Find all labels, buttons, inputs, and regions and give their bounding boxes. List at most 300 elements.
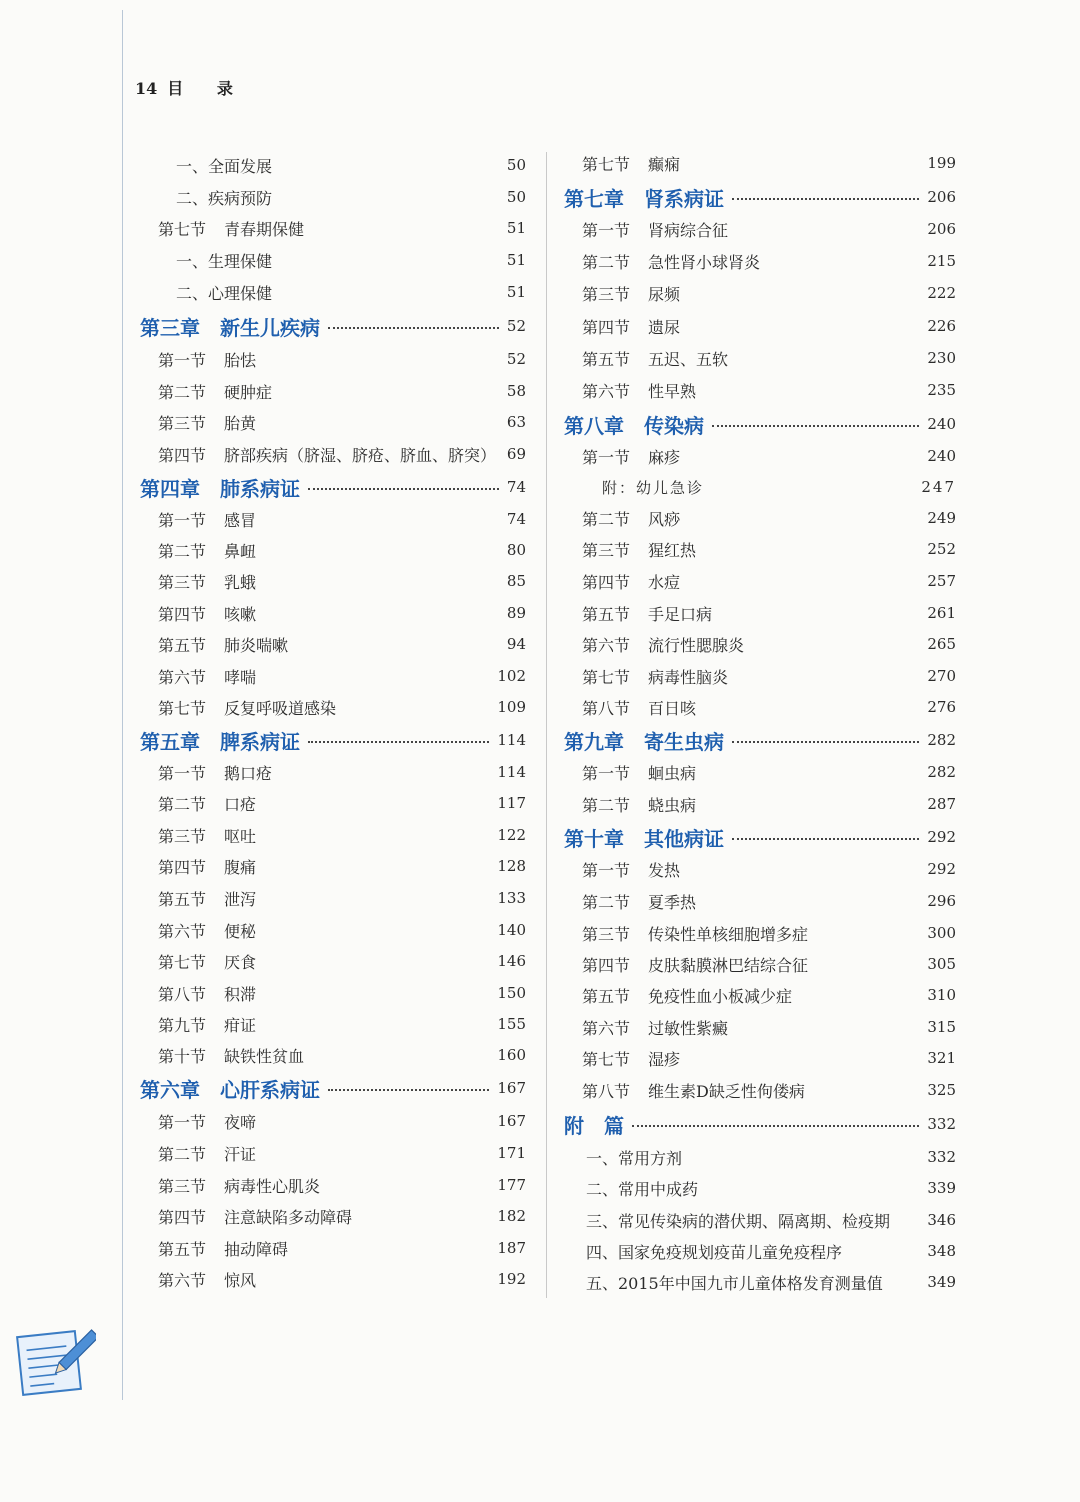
chapter-number: 第三章 xyxy=(140,315,200,340)
section-number: 第二节 xyxy=(582,795,631,815)
section-number: 第六节 xyxy=(582,635,631,655)
page-number-ref: 206 xyxy=(927,220,956,238)
section-number: 第八节 xyxy=(582,1081,631,1101)
section-title: 麻疹 xyxy=(648,447,681,467)
section-title: 五迟、五软 xyxy=(648,349,729,369)
page-number-ref: 276 xyxy=(927,698,956,716)
page-number-ref: 315 xyxy=(927,1018,956,1036)
section-number: 第一节 xyxy=(582,860,631,880)
section-number: 第五节 xyxy=(158,635,207,655)
entry-label: 一、常用方剂 xyxy=(586,1148,683,1168)
page-number-ref: 296 xyxy=(927,892,956,910)
section-title: 过敏性紫癜 xyxy=(648,1018,729,1038)
page-number-ref: 63 xyxy=(506,413,526,431)
section-title: 蛲虫病 xyxy=(648,795,697,815)
section-title: 胎怯 xyxy=(224,350,257,370)
chapter-label xyxy=(140,312,320,341)
toc-section-entry[interactable] xyxy=(564,347,956,369)
page-number-ref: 52 xyxy=(506,350,526,368)
page-number-ref: 257 xyxy=(927,572,956,590)
toc-appendix-item-entry[interactable] xyxy=(564,1177,956,1199)
section-title: 蛔虫病 xyxy=(648,763,697,783)
section-number: 第六节 xyxy=(158,1270,207,1290)
toc-section-entry[interactable] xyxy=(564,1016,956,1038)
section-title: 反复呼吸道感染 xyxy=(224,698,337,718)
chapter-title: 传染病 xyxy=(644,413,704,438)
chapter-number: 第八章 xyxy=(564,413,624,438)
section-title: 病毒性脑炎 xyxy=(648,667,729,687)
toc-section-entry[interactable] xyxy=(564,379,956,401)
entry-label: 二、常用中成药 xyxy=(586,1179,699,1199)
leader-dots xyxy=(732,838,919,840)
page-number-ref: 247 xyxy=(921,478,956,496)
page-number-ref: 261 xyxy=(927,604,956,622)
page-number: 14 xyxy=(135,79,158,98)
toc-section-entry[interactable] xyxy=(564,922,956,944)
section-number: 第三节 xyxy=(158,1176,207,1196)
chapter-number: 第九章 xyxy=(564,729,624,754)
toc-section-entry[interactable] xyxy=(140,380,526,402)
page-number-ref: 206 xyxy=(927,188,956,206)
leader-dots xyxy=(328,327,499,329)
page-number-ref: 310 xyxy=(927,986,956,1004)
toc-section-entry[interactable] xyxy=(140,1013,526,1035)
page-number-ref: 102 xyxy=(497,667,526,685)
page-number-ref: 282 xyxy=(927,731,956,749)
toc-section-entry[interactable] xyxy=(140,1044,526,1066)
section-title: 疳证 xyxy=(224,1015,257,1035)
section-title: 肾病综合征 xyxy=(648,220,729,240)
page-number-ref: 222 xyxy=(927,284,956,302)
page-number-ref: 332 xyxy=(927,1115,956,1133)
toc-chapter-entry[interactable] xyxy=(140,729,526,754)
section-number: 第三节 xyxy=(158,826,207,846)
toc-section-entry[interactable] xyxy=(564,665,956,687)
toc-appendix-item-entry[interactable] xyxy=(564,1271,956,1293)
entry-label: 附：幼儿急诊 xyxy=(602,478,705,497)
page-header xyxy=(135,76,247,99)
page-number-ref: 140 xyxy=(497,921,526,939)
page-number-ref: 287 xyxy=(927,795,956,813)
page-number-ref: 249 xyxy=(927,509,956,527)
toc-section-entry[interactable] xyxy=(140,570,526,592)
section-title: 维生素D缺乏性佝偻病 xyxy=(648,1081,805,1101)
section-title: 癫痫 xyxy=(648,154,681,174)
chapter-label xyxy=(140,726,300,755)
page-number-ref: 235 xyxy=(927,381,956,399)
chapter-label xyxy=(140,1074,320,1103)
toc-section-entry[interactable] xyxy=(140,824,526,846)
chapter-title: 新生儿疾病 xyxy=(220,315,320,340)
chapter-label xyxy=(564,183,724,212)
chapter-label xyxy=(564,726,724,755)
page-number-ref: 69 xyxy=(506,445,526,463)
section-title: 脐部疾病（脐湿、脐疮、脐血、脐突） xyxy=(224,445,497,465)
page-number-ref: 150 xyxy=(497,984,526,1002)
section-number: 第四节 xyxy=(582,317,631,337)
chapter-label xyxy=(564,1110,624,1139)
entry-label: 二、心理保健 xyxy=(176,283,273,303)
page-number-ref: 52 xyxy=(506,317,526,335)
section-title: 传染性单核细胞增多症 xyxy=(648,924,809,944)
section-title: 便秘 xyxy=(224,921,257,941)
chapter-title: 肾系病证 xyxy=(644,186,724,211)
chapter-label xyxy=(564,410,704,439)
entry-label: 五、2015年中国九市儿童体格发育测量值 xyxy=(586,1273,883,1293)
section-title: 风痧 xyxy=(648,509,681,529)
notebook-pencil-icon xyxy=(16,1324,96,1398)
page-number-ref: 252 xyxy=(927,540,956,558)
section-title: 乳蛾 xyxy=(224,572,257,592)
section-number: 第七节 xyxy=(158,219,207,239)
page-number-ref: 177 xyxy=(497,1176,526,1194)
toc-appendix-item-entry[interactable] xyxy=(564,1146,956,1168)
toc-section-entry[interactable] xyxy=(140,855,526,877)
section-title: 哮喘 xyxy=(224,667,257,687)
section-number: 第一节 xyxy=(158,350,207,370)
section-title: 性早熟 xyxy=(648,381,697,401)
section-title: 手足口病 xyxy=(648,604,713,624)
chapter-number: 第七章 xyxy=(564,186,624,211)
section-title: 夏季热 xyxy=(648,892,697,912)
section-number: 第七节 xyxy=(582,1049,631,1069)
chapter-title: 其他病证 xyxy=(644,826,724,851)
toc-chapter-entry[interactable] xyxy=(564,413,956,438)
page-margin-line xyxy=(122,10,123,1400)
chapter-title: 心肝系病证 xyxy=(220,1077,320,1102)
section-number: 第二节 xyxy=(582,252,631,272)
toc-chapter-entry[interactable] xyxy=(564,729,956,754)
section-number: 第二节 xyxy=(158,541,207,561)
section-number: 第七节 xyxy=(158,698,207,718)
section-title: 泄泻 xyxy=(224,889,257,909)
section-number: 第三节 xyxy=(158,413,207,433)
page-number-ref: 74 xyxy=(506,478,526,496)
page-number-ref: 80 xyxy=(506,541,526,559)
toc-section-entry[interactable] xyxy=(564,152,956,174)
section-number: 第四节 xyxy=(158,445,207,465)
leader-dots xyxy=(308,488,499,490)
toc-section-entry[interactable] xyxy=(140,696,526,718)
section-title: 惊风 xyxy=(224,1270,257,1290)
section-title: 积滞 xyxy=(224,984,257,1004)
page-number-ref: 85 xyxy=(506,572,526,590)
section-number: 第十节 xyxy=(158,1046,207,1066)
page-number-ref: 109 xyxy=(497,698,526,716)
section-number: 第八节 xyxy=(582,698,631,718)
page-number-ref: 292 xyxy=(927,860,956,878)
section-number: 第六节 xyxy=(158,921,207,941)
page-number-ref: 300 xyxy=(927,924,956,942)
section-title: 咳嗽 xyxy=(224,604,257,624)
section-number: 第六节 xyxy=(158,667,207,687)
chapter-label xyxy=(140,473,300,502)
toc-section-entry[interactable] xyxy=(140,1205,526,1227)
section-number: 第七节 xyxy=(582,154,631,174)
section-number: 第三节 xyxy=(582,284,631,304)
section-number: 第五节 xyxy=(582,604,631,624)
section-number: 第八节 xyxy=(158,984,207,1004)
toc-subitem-entry[interactable] xyxy=(140,249,526,271)
section-number: 第五节 xyxy=(158,889,207,909)
toc-chapter-entry[interactable] xyxy=(564,186,956,211)
page-number-ref: 346 xyxy=(927,1211,956,1229)
toc-chapter-entry[interactable] xyxy=(564,826,956,851)
leader-dots xyxy=(308,741,489,743)
page-number-ref: 160 xyxy=(497,1046,526,1064)
chapter-number: 第十章 xyxy=(564,826,624,851)
section-number: 第五节 xyxy=(582,986,631,1006)
section-title: 湿疹 xyxy=(648,1049,681,1069)
section-title: 鹅口疮 xyxy=(224,763,273,783)
page-number-ref: 348 xyxy=(927,1242,956,1260)
section-number: 第二节 xyxy=(158,1144,207,1164)
section-title: 流行性腮腺炎 xyxy=(648,635,745,655)
chapter-label xyxy=(564,823,724,852)
toc-section-entry[interactable] xyxy=(140,1237,526,1259)
page-number-ref: 305 xyxy=(927,955,956,973)
toc-section-entry[interactable] xyxy=(140,602,526,624)
section-number: 第二节 xyxy=(158,794,207,814)
page-number-ref: 58 xyxy=(506,382,526,400)
section-title: 鼻衄 xyxy=(224,541,257,561)
entry-label: 一、全面发展 xyxy=(176,156,273,176)
section-number: 第七节 xyxy=(158,952,207,972)
page-number-ref: 167 xyxy=(497,1079,526,1097)
page-number-ref: 133 xyxy=(497,889,526,907)
page-number-ref: 230 xyxy=(927,349,956,367)
section-title: 肺炎喘嗽 xyxy=(224,635,289,655)
page-number-ref: 51 xyxy=(506,283,526,301)
section-title: 感冒 xyxy=(224,510,257,530)
toc-section-entry[interactable] xyxy=(564,858,956,880)
toc-section-entry[interactable] xyxy=(140,508,526,530)
page-number-ref: 74 xyxy=(506,510,526,528)
section-number: 第五节 xyxy=(582,349,631,369)
entry-label: 一、生理保健 xyxy=(176,251,273,271)
section-number: 第一节 xyxy=(582,447,631,467)
section-number: 第一节 xyxy=(158,1112,207,1132)
leader-dots xyxy=(712,425,919,427)
section-number: 第二节 xyxy=(582,892,631,912)
section-title: 皮肤黏膜淋巴结综合征 xyxy=(648,955,809,975)
page-number-ref: 167 xyxy=(497,1112,526,1130)
leader-dots xyxy=(732,198,919,200)
section-number: 第四节 xyxy=(158,857,207,877)
page-number-ref: 215 xyxy=(927,252,956,270)
section-number: 第一节 xyxy=(158,763,207,783)
toc-section-entry[interactable] xyxy=(140,761,526,783)
toc-section-entry[interactable] xyxy=(140,217,526,239)
section-title: 病毒性心肌炎 xyxy=(224,1176,321,1196)
section-number: 第五节 xyxy=(158,1239,207,1259)
page-number-ref: 50 xyxy=(506,156,526,174)
toc-section-entry[interactable] xyxy=(564,761,956,783)
toc-section-entry[interactable] xyxy=(564,633,956,655)
section-title: 免疫性血小板减少症 xyxy=(648,986,793,1006)
page-number-ref: 240 xyxy=(927,415,956,433)
section-number: 第三节 xyxy=(582,540,631,560)
toc-section-entry[interactable] xyxy=(564,507,956,529)
leader-dots xyxy=(328,1089,489,1091)
section-number: 第七节 xyxy=(582,667,631,687)
chapter-title: 篇 xyxy=(604,1113,624,1138)
page-number-ref: 114 xyxy=(497,731,526,749)
toc-section-entry[interactable] xyxy=(564,953,956,975)
section-number: 第四节 xyxy=(158,604,207,624)
toc-chapter-entry[interactable] xyxy=(140,1077,526,1102)
toc-appendix-item-entry[interactable] xyxy=(564,1240,956,1262)
page-number-ref: 51 xyxy=(506,251,526,269)
toc-section-entry[interactable] xyxy=(140,1174,526,1196)
chapter-number: 第六章 xyxy=(140,1077,200,1102)
section-number: 第六节 xyxy=(582,381,631,401)
page-number-ref: 349 xyxy=(927,1273,956,1291)
section-number: 第六节 xyxy=(582,1018,631,1038)
page-number-ref: 270 xyxy=(927,667,956,685)
entry-label: 二、疾病预防 xyxy=(176,188,273,208)
toc-section-entry[interactable] xyxy=(140,539,526,561)
page-number-ref: 51 xyxy=(506,219,526,237)
toc-section-entry[interactable] xyxy=(564,282,956,304)
page-number-ref: 155 xyxy=(497,1015,526,1033)
toc-section-entry[interactable] xyxy=(564,602,956,624)
entry-label: 三、常见传染病的潜伏期、隔离期、检疫期 xyxy=(586,1211,891,1231)
section-title: 缺铁性贫血 xyxy=(224,1046,305,1066)
page-number-ref: 192 xyxy=(497,1270,526,1288)
section-title: 青春期保健 xyxy=(224,219,305,239)
section-title: 抽动障碍 xyxy=(224,1239,289,1259)
toc-section-entry[interactable] xyxy=(140,633,526,655)
page-number-ref: 122 xyxy=(497,826,526,844)
page-number-ref: 332 xyxy=(927,1148,956,1166)
page-number-ref: 339 xyxy=(927,1179,956,1197)
chapter-title: 脾系病证 xyxy=(220,729,300,754)
toc-section-entry[interactable] xyxy=(564,1079,956,1101)
section-number: 第一节 xyxy=(582,220,631,240)
section-title: 夜啼 xyxy=(224,1112,257,1132)
toc-chapter-entry[interactable] xyxy=(140,315,526,340)
page-number-ref: 226 xyxy=(927,317,956,335)
page-title: 目 录 xyxy=(167,79,247,98)
page-number-ref: 325 xyxy=(927,1081,956,1099)
chapter-title: 寄生虫病 xyxy=(644,729,724,754)
section-title: 遗尿 xyxy=(648,317,681,337)
toc-section-entry[interactable] xyxy=(564,696,956,718)
toc-appendix-item-entry[interactable] xyxy=(564,1209,956,1231)
section-title: 口疮 xyxy=(224,794,257,814)
section-number: 第二节 xyxy=(158,382,207,402)
toc-subitem-entry[interactable] xyxy=(140,186,526,208)
chapter-title: 肺系病证 xyxy=(220,476,300,501)
page-number-ref: 89 xyxy=(506,604,526,622)
page-number-ref: 114 xyxy=(497,763,526,781)
toc-section-entry[interactable] xyxy=(140,1142,526,1164)
toc-section-entry[interactable] xyxy=(564,218,956,240)
page-number-ref: 171 xyxy=(497,1144,526,1162)
page-number-ref: 146 xyxy=(497,952,526,970)
toc-section-entry[interactable] xyxy=(140,982,526,1004)
toc-subitem-entry[interactable] xyxy=(140,154,526,176)
toc-section-entry[interactable] xyxy=(564,984,956,1006)
section-title: 百日咳 xyxy=(648,698,697,718)
toc-section-entry[interactable] xyxy=(564,890,956,912)
page-number-ref: 182 xyxy=(497,1207,526,1225)
section-title: 水痘 xyxy=(648,572,681,592)
section-title: 厌食 xyxy=(224,952,257,972)
page-number-ref: 50 xyxy=(506,188,526,206)
section-number: 第四节 xyxy=(582,572,631,592)
chapter-number: 第五章 xyxy=(140,729,200,754)
toc-section-entry[interactable] xyxy=(564,570,956,592)
section-title: 胎黄 xyxy=(224,413,257,433)
chapter-number: 附 xyxy=(564,1113,584,1138)
section-title: 猩红热 xyxy=(648,540,697,560)
toc-section-entry[interactable] xyxy=(140,950,526,972)
toc-note-entry[interactable] xyxy=(564,476,956,498)
section-title: 注意缺陷多动障碍 xyxy=(224,1207,353,1227)
section-title: 发热 xyxy=(648,860,681,880)
page-number-ref: 321 xyxy=(927,1049,956,1067)
section-number: 第九节 xyxy=(158,1015,207,1035)
toc-section-entry[interactable] xyxy=(140,665,526,687)
toc-section-entry[interactable] xyxy=(564,250,956,272)
toc-chapter-entry[interactable] xyxy=(564,1113,956,1138)
page-number-ref: 292 xyxy=(927,828,956,846)
section-number: 第四节 xyxy=(582,955,631,975)
toc-section-entry[interactable] xyxy=(140,792,526,814)
section-title: 呕吐 xyxy=(224,826,257,846)
toc-section-entry[interactable] xyxy=(564,445,956,467)
section-number: 第一节 xyxy=(158,510,207,530)
toc-section-entry[interactable] xyxy=(564,793,956,815)
toc-section-entry[interactable] xyxy=(140,1268,526,1290)
toc-section-entry[interactable] xyxy=(140,887,526,909)
section-title: 硬肿症 xyxy=(224,382,273,402)
page-number-ref: 128 xyxy=(497,857,526,875)
toc-section-entry[interactable] xyxy=(140,411,526,433)
leader-dots xyxy=(732,741,919,743)
page-number-ref: 94 xyxy=(506,635,526,653)
section-number: 第二节 xyxy=(582,509,631,529)
toc-chapter-entry[interactable] xyxy=(140,476,526,501)
toc-section-entry[interactable] xyxy=(140,348,526,370)
leader-dots xyxy=(632,1125,919,1127)
toc-subitem-entry[interactable] xyxy=(140,281,526,303)
page-number-ref: 265 xyxy=(927,635,956,653)
toc-section-entry[interactable] xyxy=(564,538,956,560)
toc-section-entry[interactable] xyxy=(564,315,956,337)
toc-section-entry[interactable] xyxy=(564,1047,956,1069)
page-number-ref: 187 xyxy=(497,1239,526,1257)
entry-label: 四、国家免疫规划疫苗儿童免疫程序 xyxy=(586,1242,843,1262)
section-title: 腹痛 xyxy=(224,857,257,877)
section-title: 急性肾小球肾炎 xyxy=(648,252,761,272)
column-divider xyxy=(546,152,547,1298)
section-number: 第四节 xyxy=(158,1207,207,1227)
section-title: 汗证 xyxy=(224,1144,257,1164)
page-number-ref: 282 xyxy=(927,763,956,781)
page-number-ref: 117 xyxy=(497,794,526,812)
toc-section-entry[interactable] xyxy=(140,443,526,465)
page-number-ref: 199 xyxy=(927,154,956,172)
chapter-number: 第四章 xyxy=(140,476,200,501)
page-number-ref: 240 xyxy=(927,447,956,465)
section-number: 第三节 xyxy=(158,572,207,592)
section-title: 尿频 xyxy=(648,284,681,304)
toc-section-entry[interactable] xyxy=(140,919,526,941)
toc-section-entry[interactable] xyxy=(140,1110,526,1132)
